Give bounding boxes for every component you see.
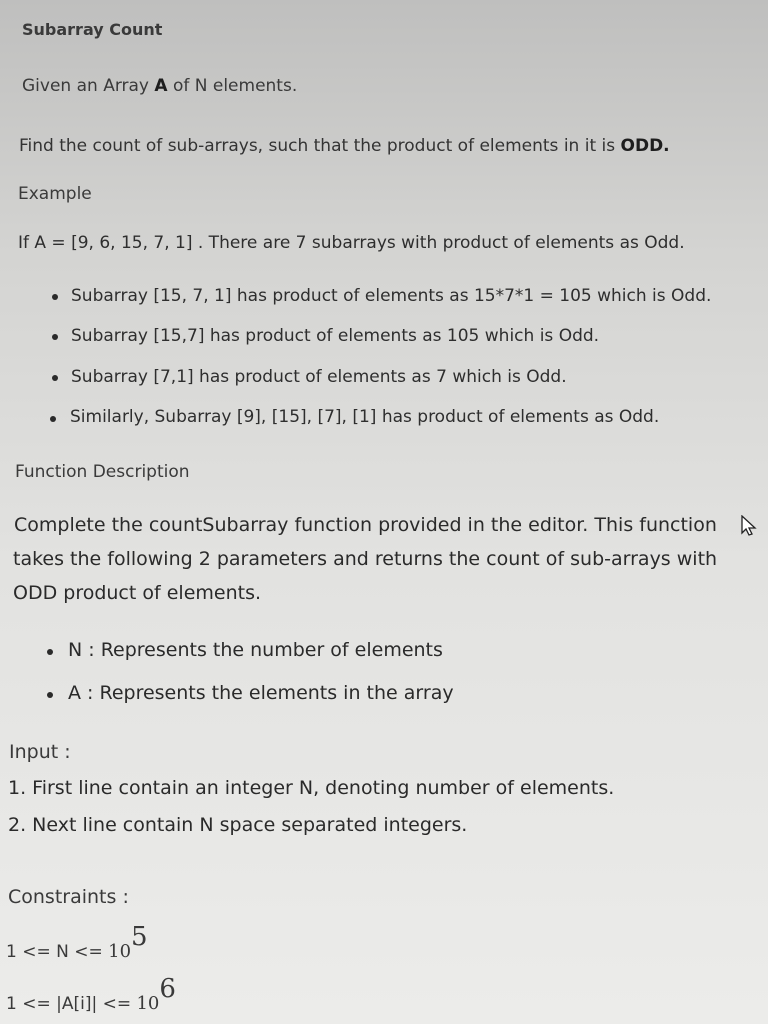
constraint-n-base: 10	[108, 941, 132, 962]
input-line-2: 2. Next line contain N space separated integers.	[8, 814, 468, 836]
example-line: If A = [9, 6, 15, 7, 1] . There are 7 subarrays with product of elements as Odd.	[18, 233, 685, 253]
bullet-icon	[47, 649, 53, 655]
function-desc-line-1: Complete the countSubarray function provided in the editor. This function	[14, 514, 717, 536]
example-bullet-3: Subarray [7,1] has product of elements as 7 which is Odd.	[71, 367, 567, 387]
intro-prefix: Given an Array	[22, 76, 155, 96]
bullet-icon	[52, 334, 58, 340]
constraints-heading: Constraints :	[8, 886, 129, 908]
constraint-a	[6, 974, 176, 1016]
input-line-1: 1. First line contain an integer N, denoting number of elements.	[8, 777, 615, 799]
problem-title: Subarray Count	[22, 20, 163, 39]
function-desc-line-3: ODD product of elements.	[13, 582, 262, 604]
param-a: A : Represents the elements in the array	[68, 682, 454, 704]
intro-bold: A	[154, 76, 168, 96]
task-prefix: Find the count of sub-arrays, such that the product of elements in it is	[19, 136, 621, 156]
constraint-n-exponent: 5	[131, 922, 148, 952]
input-heading: Input :	[9, 741, 71, 763]
bullet-icon	[52, 294, 58, 300]
mouse-cursor-icon	[740, 515, 760, 537]
constraint-a-lhs: 1 <= |A[i]| <=	[6, 994, 137, 1014]
example-bullet-4: Similarly, Subarray [9], [15], [7], [1] has product of elements as Odd.	[70, 407, 660, 427]
bullet-icon	[50, 416, 56, 422]
bullet-icon	[47, 692, 53, 698]
function-desc-line-2: takes the following 2 parameters and returns the count of sub-arrays with	[13, 548, 718, 570]
constraint-a-exponent: 6	[159, 974, 176, 1004]
constraint-n-lhs: 1 <= N <=	[6, 942, 109, 962]
intro-text	[22, 76, 297, 96]
constraint-a-base: 10	[136, 993, 160, 1014]
bullet-icon	[52, 375, 58, 381]
task-bold: ODD.	[620, 136, 670, 156]
constraint-n	[6, 922, 148, 964]
example-bullet-1: Subarray [15, 7, 1] has product of elements as 15*7*1 = 105 which is Odd.	[71, 286, 712, 306]
intro-suffix: of N elements.	[167, 76, 298, 96]
function-heading: Function Description	[15, 462, 190, 482]
param-n: N : Represents the number of elements	[68, 639, 443, 661]
example-heading: Example	[18, 184, 92, 204]
task-text	[19, 136, 670, 156]
example-bullet-2: Subarray [15,7] has product of elements as 105 which is Odd.	[71, 326, 600, 346]
